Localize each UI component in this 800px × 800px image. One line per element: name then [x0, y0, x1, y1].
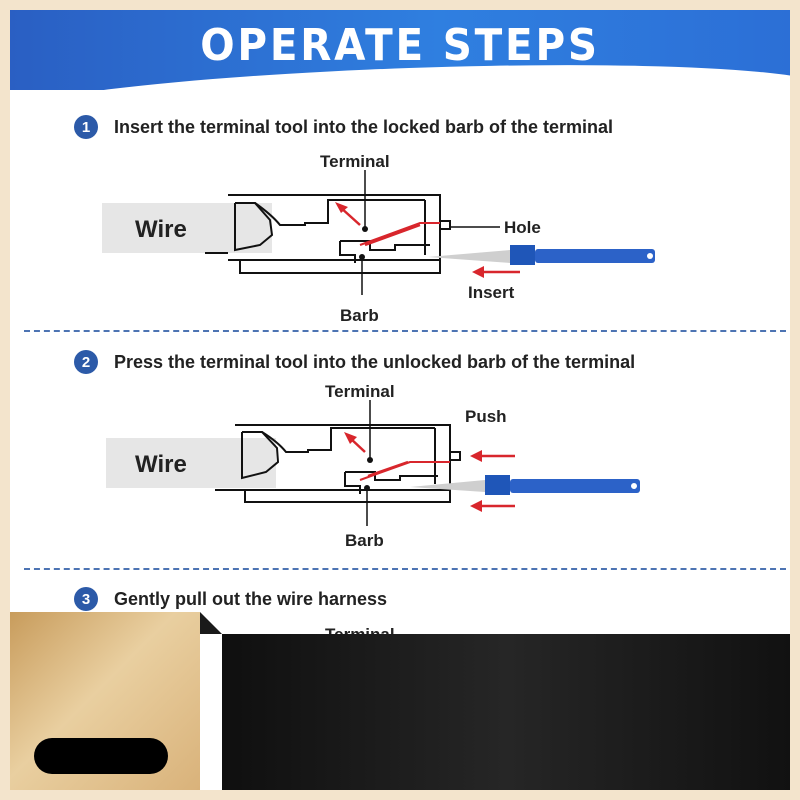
terminal-pointer-dot [362, 226, 368, 232]
step-1-heading [74, 112, 613, 142]
step-2-diagram [10, 380, 790, 560]
push-label: Push [465, 407, 507, 426]
barb-pointer-dot [359, 254, 365, 260]
hole-label: Hole [504, 218, 541, 237]
push-arrow-lower-head [470, 500, 482, 512]
barb-pointer-dot [364, 485, 370, 491]
header-banner [10, 10, 790, 90]
barb-label: Barb [345, 531, 384, 550]
wire-block [106, 438, 276, 488]
insert-arrow-head [472, 266, 484, 278]
push-arrow-upper-head [470, 450, 482, 462]
terminal-tool-2 [410, 475, 640, 495]
step-1-diagram [10, 145, 790, 330]
page-title: OPERATE STEPS [200, 20, 600, 71]
terminal-pointer-dot [367, 457, 373, 463]
dark-overlay-block [222, 634, 790, 790]
wire-label: Wire [135, 451, 187, 478]
step-divider-2 [24, 568, 786, 570]
step-1-number-badge: 1 [74, 115, 98, 139]
step-3-text: Gently pull out the wire harness [114, 588, 388, 609]
terminal-tool-1 [428, 245, 655, 265]
insert-label: Insert [468, 283, 515, 302]
barb-line [368, 462, 408, 476]
dark-notch [200, 612, 222, 634]
step-3-heading [74, 584, 387, 614]
step-2-text: Press the terminal tool into the unlocked barb of the terminal [114, 351, 636, 372]
step-2-number-badge: 2 [74, 350, 98, 374]
terminal-label: Terminal [320, 152, 390, 171]
black-pill-button[interactable] [34, 738, 168, 774]
step-2-heading [74, 347, 635, 377]
overlay-panel [10, 612, 790, 790]
step-1-text: Insert the terminal tool into the locked barb of the terminal [114, 116, 614, 137]
terminal-label: Terminal [325, 382, 395, 401]
wire-label: Wire [135, 216, 187, 243]
step-divider-1 [24, 330, 786, 332]
barb-label: Barb [340, 306, 379, 325]
wire-block [102, 203, 272, 253]
step-3-number-badge: 3 [74, 587, 98, 611]
barb-line [365, 225, 420, 245]
